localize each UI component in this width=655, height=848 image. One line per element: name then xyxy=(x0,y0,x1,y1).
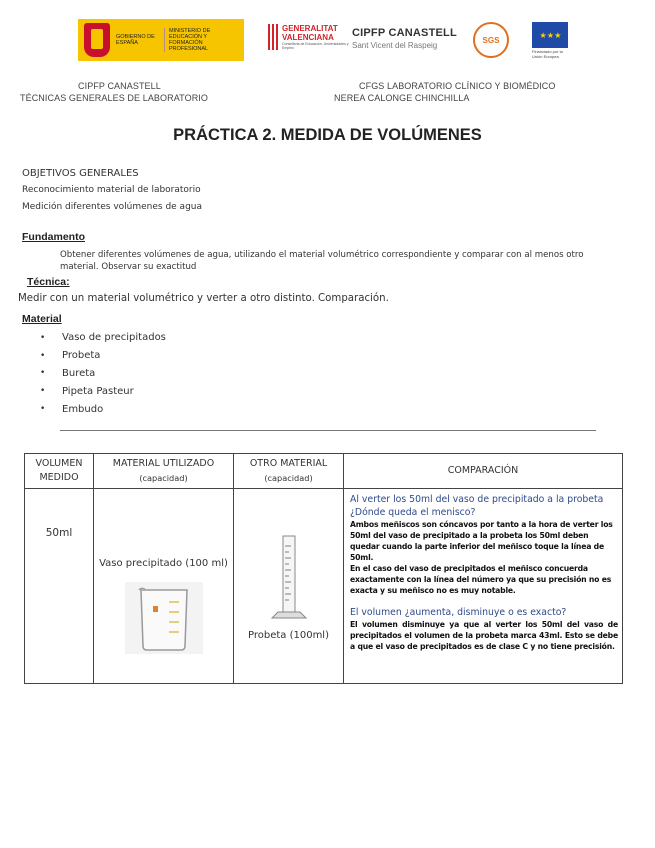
generalitat-logo xyxy=(268,24,352,50)
fundamento-text: Obtener diferentes volúmenes de agua, utilizando el material volumétrico correspondiente y comparar con al menos otro material. Observar su exactitud xyxy=(60,250,584,272)
list-item: • Pipeta Pasteur xyxy=(40,385,134,397)
generalitat-stripes-icon xyxy=(268,24,278,50)
cipfp-logo-title: CIPFP CANASTELL xyxy=(352,27,457,39)
gobierno-logo-text: GOBIERNO DE ESPAÑA xyxy=(116,34,155,46)
coat-of-arms-icon xyxy=(84,23,110,57)
answer-2: El volumen disminuye ya que al verter los 50ml del vaso de precipitados el volumen de la probeta marca 43ml. Esto se debe a que el vaso de precipitados es de clase C y no tiene precisión. xyxy=(350,620,618,651)
list-item: • Embudo xyxy=(40,403,104,415)
objetivos-heading: OBJETIVOS GENERALES xyxy=(22,168,139,179)
answer-1: Ambos meñiscos son cóncavos por tanto a la hora de verter los 50ml del vaso de precipitado a la probeta los 50ml deben quedar cuando la parte inferior del meñisco toque la línea de 50ml. xyxy=(350,520,613,562)
ministerio-logo-text: MINISTERIO DE EDUCACIÓN Y FORMACIÓN PROFESIONAL xyxy=(164,28,231,52)
beaker-image xyxy=(125,582,203,654)
gobierno-logo xyxy=(78,19,244,61)
header-right-line1: CFGS LABORATORIO CLÍNICO Y BIOMÉDICO xyxy=(359,81,556,91)
fundamento-heading: Fundamento xyxy=(22,231,85,243)
list-item: • Probeta xyxy=(40,350,101,362)
generalitat-logo-sub: Conselleria de Educación, Universidades y Empleo xyxy=(282,42,349,50)
objetivo-item: Reconocimiento material de laboratorio xyxy=(22,185,201,195)
comparison-table xyxy=(24,453,623,684)
list-item: • Vaso de precipitados xyxy=(40,332,166,344)
sgs-logo xyxy=(473,22,509,58)
eu-flag-icon: ★ ★ ★ xyxy=(532,22,568,48)
header-otro-material: OTRO MATERIAL (capacidad) xyxy=(234,454,344,489)
cell-comparacion xyxy=(344,489,623,684)
cell-material xyxy=(94,489,234,684)
header-right-line2: NEREA CALONGE CHINCHILLA xyxy=(334,93,470,103)
table-row xyxy=(25,489,623,684)
cipfp-logo xyxy=(352,27,457,50)
probeta-image xyxy=(264,532,314,624)
divider xyxy=(60,430,596,431)
table-header-row xyxy=(25,454,623,489)
page-title: PRÁCTICA 2. MEDIDA DE VOLÚMENES xyxy=(173,126,482,144)
cell-otro-material xyxy=(234,489,344,684)
material-heading: Material xyxy=(22,313,62,325)
header-left-line1: CIPFP CANASTELL xyxy=(78,81,161,91)
answer-1b: En el caso del vaso de precipitados el meñisco concuerda exactamente con la línea del número ya que su precisión no es exacta y su meñisco no es muy notable. xyxy=(350,564,612,595)
list-item: • Bureta xyxy=(40,367,96,379)
generalitat-logo-text: GENERALITAT VALENCIANA xyxy=(282,24,338,42)
objetivo-item: Medición diferentes volúmenes de agua xyxy=(22,202,203,212)
header-volumen: VOLUMEN MEDIDO xyxy=(25,454,94,489)
cipfp-logo-sub: Sant Vicent del Raspeig xyxy=(352,41,438,50)
probeta-label: Probeta (100ml) xyxy=(247,629,329,641)
tecnica-heading: Técnica: xyxy=(27,276,70,288)
eu-caption: Financiado por la Unión Europea xyxy=(532,49,563,59)
header-material: MATERIAL UTILIZADO (capacidad) xyxy=(94,454,234,489)
material-list xyxy=(40,329,166,418)
tecnica-text: Medir con un material volumétrico y verter a otro distinto. Comparación. xyxy=(18,293,389,304)
header-left-line2: TÉCNICAS GENERALES DE LABORATORIO xyxy=(20,93,209,103)
objetivos-section xyxy=(22,165,202,216)
sgs-logo-text: SGS xyxy=(482,35,500,45)
material-name: Vaso precipitado (100 ml) xyxy=(99,558,228,569)
question-1: Al verter los 50ml del vaso de precipitado a la probeta ¿Dónde queda el menisco? xyxy=(350,494,604,518)
cell-volumen: 50ml xyxy=(25,489,94,684)
question-2: El volumen ¿aumenta, disminuye o es exacto? xyxy=(350,607,567,618)
header-comparacion: COMPARACIÓN xyxy=(344,454,623,489)
